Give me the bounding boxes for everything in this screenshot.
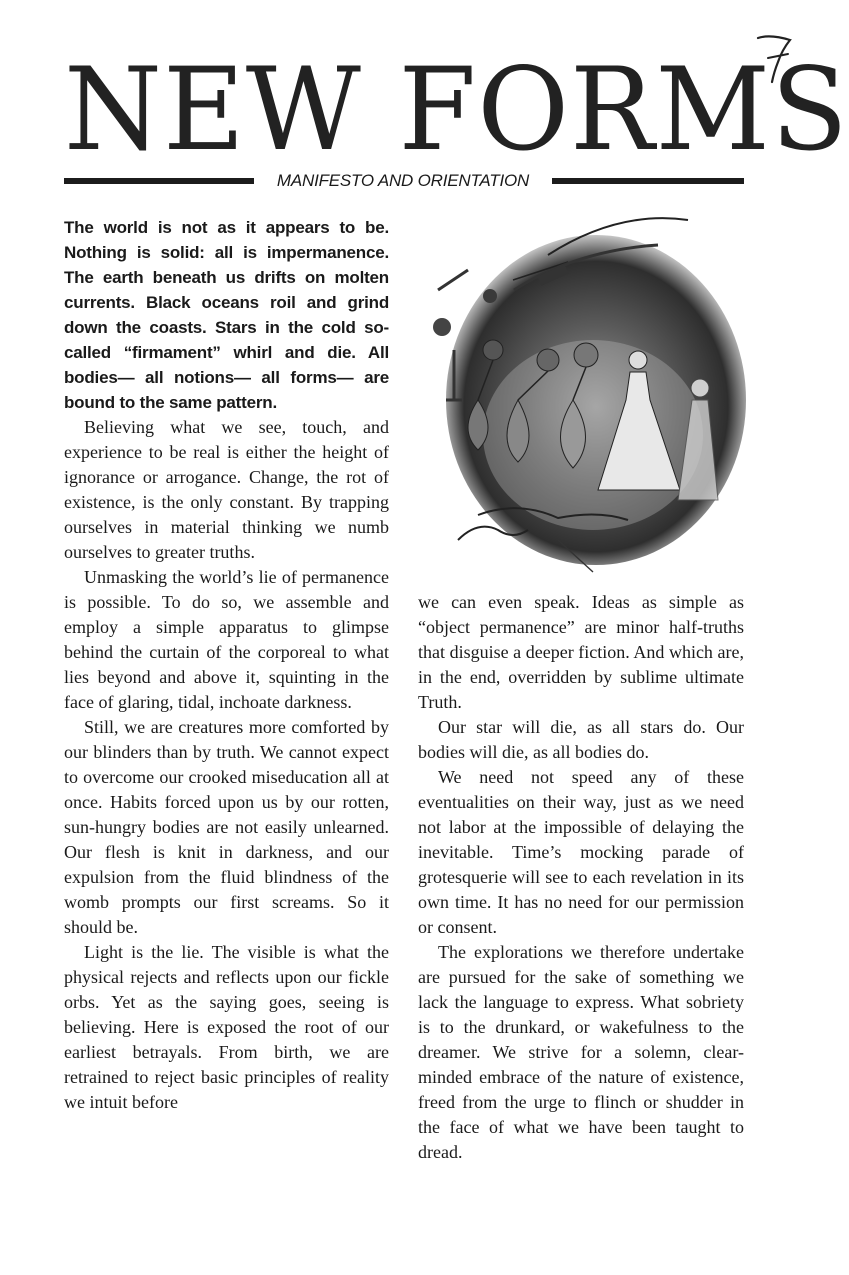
divider-right bbox=[552, 178, 744, 184]
paragraph: Believing what we see, touch, and experience to be real is either the height of ignorance or arrogance. Change, the rot of existence, is the only constant. By trapping ourselves in material thinking we numb ourselves to greater truths. bbox=[64, 417, 389, 562]
paragraph: Unmasking the world’s lie of permanence is possible. To do so, we assemble and employ a simple apparatus to glimpse behind the curtain of the corporeal to what lies beyond and above it, squinting in the face of glaring, tidal, inchoate darkness. bbox=[64, 567, 389, 712]
vignette-illustration bbox=[418, 200, 744, 590]
paragraph: Our star will die, as all stars do. Our bodies will die, as all bodies do. bbox=[418, 717, 744, 762]
article-column-left bbox=[64, 215, 389, 1195]
paragraph: Light is the lie. The visible is what the physical rejects and reflects upon our fickle orbs. Yet as the saying goes, seeing is believing. Here is exposed the root of our earliest betrayals. From birth, we are retrained to reject basic principles of reality we intuit before bbox=[64, 942, 389, 1112]
lead-paragraph: The world is not as it appears to be. Nothing is solid: all is impermanence. The earth beneath us drifts on molten currents. Black oceans roil and grind down the coasts. Stars in the cold so-called “firmament” whirl and die. All bodies— all notions— all forms— are bound to the same pattern. bbox=[64, 218, 389, 412]
paragraph: We need not speed any of these eventualities on their way, just as we need not labor at the impossible of delaying the inevitable. Time’s mocking parade of grotesquerie will see to each revelation in its own time. It has no need for our permission or consent. bbox=[418, 767, 744, 937]
divider-left bbox=[64, 178, 254, 184]
paragraph-continued: we can even speak. Ideas as simple as “object permanence” are minor half-truths that disguise a deeper fiction. And which are, in the end, overridden by sublime ultimate Truth. bbox=[418, 592, 744, 712]
page-title: NEW FORMS bbox=[64, 43, 849, 177]
paragraph: Still, we are creatures more comforted by our blinders than by truth. We cannot expect to overcome our crooked miseducation all at once. Habits forced upon us by our rotten, sun-hungry bodies are not easily unlearned. Our flesh is knit in darkness, and our expulsion from the fluid blindness of the womb prompts our first screams. So it should be. bbox=[64, 717, 389, 937]
article-column-right bbox=[418, 590, 744, 1195]
paragraph: The explorations we therefore undertake are pursued for the sake of something we lack the language to express. What sobriety is to the drunkard, or wakefulness to the dreamer. We strive for a solemn, clear-minded embrace of the nature of existence, freed from the urge to flinch or shudder in the face of what we have been taught to dread. bbox=[418, 942, 744, 1162]
page-subtitle: MANIFESTO AND ORIENTATION bbox=[276, 171, 530, 190]
